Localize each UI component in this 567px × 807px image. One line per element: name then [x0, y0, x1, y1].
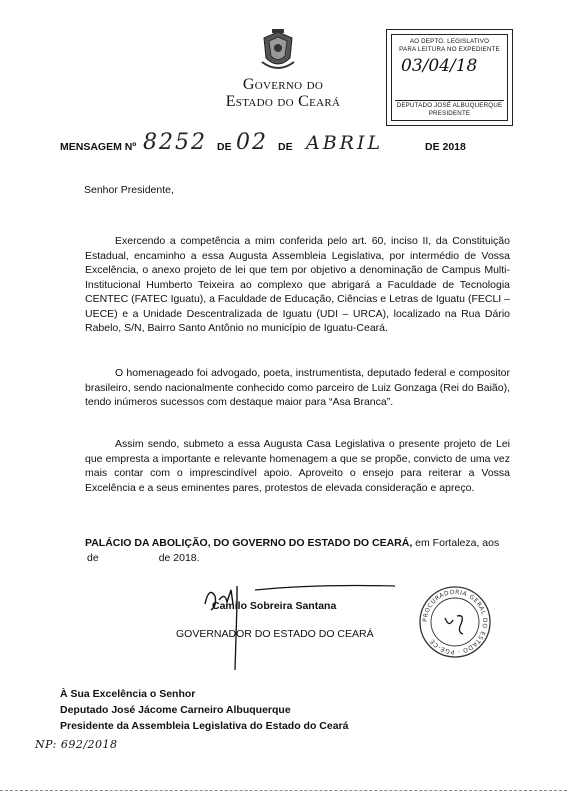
page-bottom-edge [0, 790, 567, 791]
signatory-title: GOVERNADOR DO ESTADO DO CEARÁ [176, 628, 374, 640]
mensagem-label: MENSAGEM Nº [60, 141, 137, 153]
closing-de: de [87, 551, 99, 564]
mensagem-de-1: DE [217, 141, 232, 153]
paragraph-1: Exercendo a competência a mim conferida pelo art. 60, inciso II, da Constituição Estadual, encaminho a essa Augusta Assembleia Legislativa, por intermédio de Vossa Excelência, o anexo projeto de lei que tem por objetivo a denominação de Campus Multi-Institucional Humberto Teixeira ao complexo que abrigará a Faculdade de Tecnologia CENTEC (FATEC Iguatu), a Faculdade de Educação, Ciências e Letras de Iguatu (FECLI – UECE) e a Unidade Descentralizada de Iguatu (UDI – URCA), localizado na Rua Dário Rabelo, S/N, Bairro Santo Antônio no município de Iguatu-Ceará. [85, 235, 510, 334]
procuradoria-seal [417, 584, 493, 660]
recipient-address [60, 686, 348, 734]
government-header [218, 76, 348, 110]
closing-bold: PALÁCIO DA ABOLIÇÃO, DO GOVERNO DO ESTADO DO CEARÁ, [85, 537, 413, 549]
mensagem-de-2: DE [278, 141, 293, 153]
mensagem-number: 8252 [143, 130, 207, 155]
gov-line-1: Governo do [242, 76, 324, 93]
address-line-3: Presidente da Assembleia Legislativa do Estado do Ceará [60, 720, 349, 732]
closing-year: de 2018. [158, 551, 200, 564]
address-line-2: Deputado José Jácome Carneiro Albuquerque [60, 704, 291, 716]
reception-stamp [386, 29, 513, 126]
state-coat-of-arms-icon [258, 28, 298, 72]
stamp-line-2: PARA LEITURA NO EXPEDIENTE [399, 46, 500, 53]
seal-text: PROCURADORIA GERAL DO ESTADO · PGE-CE [421, 588, 489, 656]
closing-block [85, 536, 515, 565]
mensagem-month: ABRIL [306, 132, 384, 154]
np-annotation: NP: 692/2018 [35, 738, 118, 751]
mensagem-year: DE 2018 [425, 141, 466, 153]
address-line-1: À Sua Excelência o Senhor [60, 688, 196, 700]
handwritten-signature [195, 582, 405, 672]
stamp-date: 03/04/18 [401, 56, 478, 76]
paragraph-3: Assim sendo, submeto a essa Augusta Casa Legislativa o presente projeto de Lei que empresta a importante e relevante homenagem a que se propõe, convicto de uma vez mais contar com o imprescindível apoio. Aproveito o ensejo para reiterar a Vossa Excelência e a seus eminentes pares, protestos de elevada consideração e apreço. [85, 438, 510, 494]
mensagem-day: 02 [236, 130, 268, 155]
paragraph-2: O homenageado foi advogado, poeta, instrumentista, deputado federal e compositor brasileiro, sendo nacionalmente conhecido como parceiro de Luiz Gonzaga (Rei do Baião), tendo inúmeros sucessos com destaque maior para “Asa Branca”. [85, 367, 510, 408]
closing-rest: em Fortaleza, aos [412, 537, 500, 549]
signatory-name: Camilo Sobreira Santana [212, 600, 337, 612]
stamp-line-1: AO DEPTO. LEGISLATIVO [409, 38, 490, 45]
svg-text:PROCURADORIA GERAL DO ESTADO · [422, 589, 488, 655]
gov-line-2: Estado do Ceará [225, 93, 341, 110]
stamp-line-3: DEPUTADO JOSÉ ALBUQUERQUE [396, 102, 503, 109]
salutation: Senhor Presidente, [84, 184, 174, 196]
stamp-line-4: PRESIDENTE [428, 110, 471, 117]
